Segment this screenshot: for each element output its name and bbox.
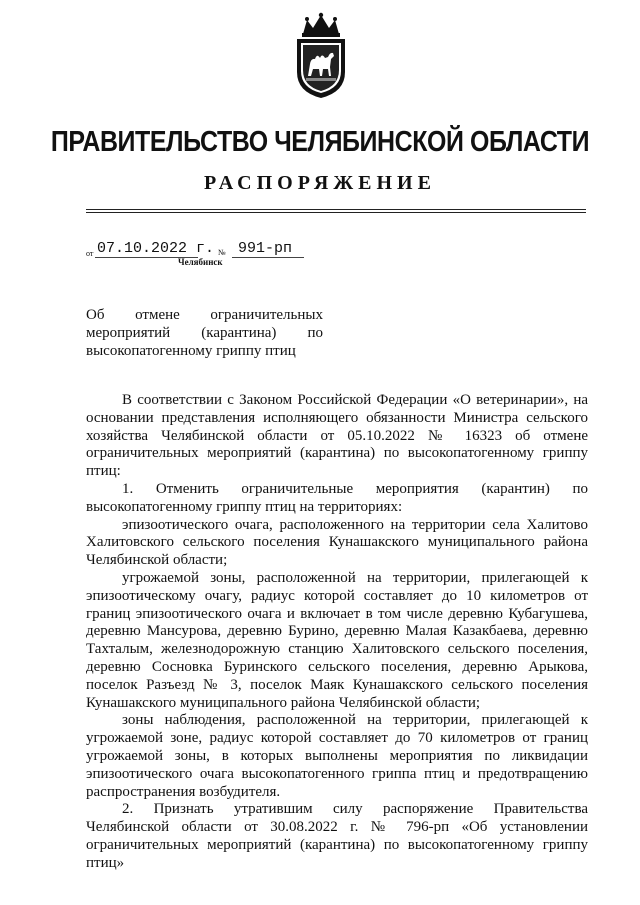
date-prefix: от <box>86 249 94 258</box>
number-prefix: № <box>218 248 226 257</box>
city-name: Челябинск <box>178 257 223 267</box>
chelyabinsk-coat-of-arms-icon <box>293 12 349 100</box>
document-type: РАСПОРЯЖЕНИЕ <box>204 172 436 194</box>
subject-line-1: Об отмене ограничительных <box>86 307 323 323</box>
header-divider <box>86 209 586 213</box>
document-number: 991-рп <box>238 240 293 257</box>
document-body <box>86 392 588 873</box>
body-paragraph: зоны наблюдения, расположенной на территории, прилегающей к угрожаемой зоне, радиус которой составляет до 70 километров от границ угрожаемой зоны, в которых выполнены мероприятия по ликвидации эпизоотического очага высокопатогенного гриппа птиц и предотвращению распространения возбудителя. <box>86 712 588 800</box>
subject-line-3: высокопатогенному гриппу птиц <box>86 343 296 359</box>
body-paragraph: 1. Отменить ограничительные мероприятия (карантин) по высокопатогенному гриппу птиц на территориях: <box>86 480 588 515</box>
body-paragraph: В соответствии с Законом Российской Федерации «О ветеринарии», на основании представления исполняющего обязанности Министра сельского хозяйства Челябинской области от 05.10.2022 № 16323 об отмене ограничительных мероприятий (карантина) по высокопатогенному гриппу птиц: <box>86 392 588 480</box>
subject-line-2: мероприятий (карантина) по <box>86 325 323 341</box>
organization-title: ПРАВИТЕЛЬСТВО ЧЕЛЯБИНСКОЙ ОБЛАСТИ <box>50 126 590 158</box>
body-paragraph: 2. Признать утратившим силу распоряжение Правительства Челябинской области от 30.08.2022 г. № 796-рп «Об установлении ограничительных мероприятий (карантина) по высокопатогенному гриппу птиц» <box>86 801 588 871</box>
number-underline <box>232 257 304 258</box>
document-date: 07.10.2022 г. <box>97 240 215 257</box>
body-paragraph: угрожаемой зоны, расположенной на территории, прилегающей к эпизоотическому очагу, радиус которой составляет до 10 километров от границ эпизоотического очага и включает в том числе деревню Кубагушева, деревню Мансурова, деревню Бурино, деревню Малая Казакбаева, деревню Тахталым, железнодорожную станцию Халитовского сельского поселения, деревню Сосновка Буринского сельского поселения, деревню Арыкова, поселок Разъезд № 3, поселок Маяк Кунашакского сельского поселения Кунашакского муниципального района Челябинской области; <box>86 569 588 711</box>
document-subject <box>86 306 323 360</box>
body-paragraph: эпизоотического очага, расположенного на территории села Халитово Халитовского сельского поселения Кунашакского муниципального района Челябинской области; <box>86 516 588 569</box>
